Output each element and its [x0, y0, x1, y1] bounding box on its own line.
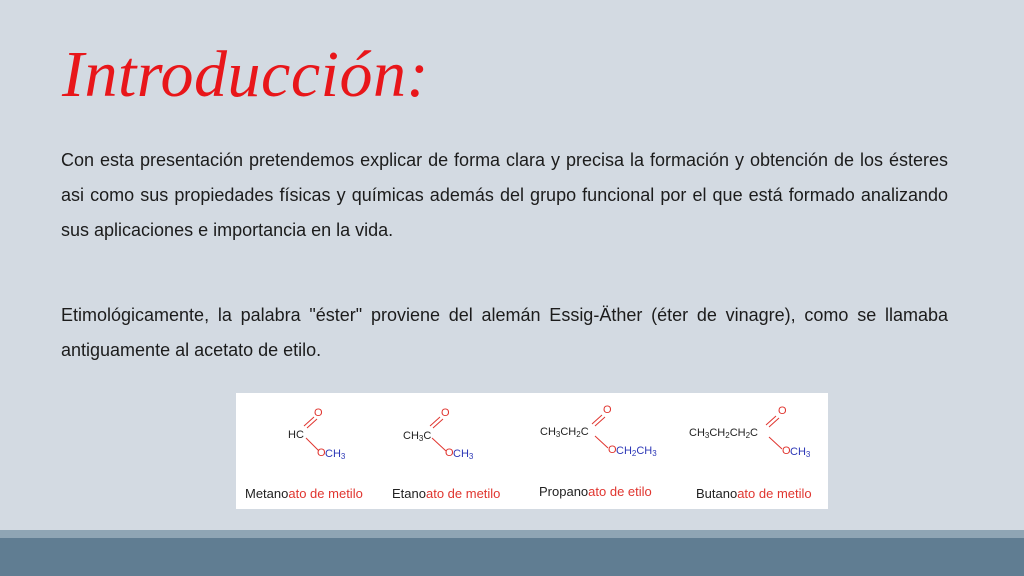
alkyl-group: $CH_3$: [790, 446, 811, 459]
ester-structure-methyl-ethanoate: [384, 393, 524, 509]
ester-oxygen: O: [445, 447, 454, 459]
ester-oxygen: O: [608, 444, 617, 456]
ester-name: Metanoato de metilo: [245, 486, 363, 501]
ester-name: Etanoato de metilo: [392, 486, 501, 501]
footer-band-light: [0, 530, 1024, 538]
carbonyl-oxygen: O: [778, 405, 787, 417]
acyl-chain: HC: [288, 429, 304, 441]
ester-structure-methyl-methanoate: [236, 393, 376, 509]
ester-oxygen: O: [782, 445, 791, 457]
etymology-paragraph: Etimológicamente, la palabra "éster" proviene del alemán Essig-Äther (éter de vinagre), como se llamaba antiguamente al acetato de etilo.: [61, 305, 948, 360]
ester-structure-ethyl-propanoate: [532, 393, 682, 509]
ester-name: Propanoato de etilo: [539, 484, 652, 499]
acyl-chain: $CH_3CH_2CH_2C$: [689, 427, 758, 440]
ester-structures-figure: [236, 393, 828, 509]
ester-name: Butanoato de metilo: [696, 486, 812, 501]
ester-oxygen: O: [317, 447, 326, 459]
footer-band-dark: [0, 538, 1024, 576]
alkyl-group: $CH_3$: [325, 448, 346, 461]
alkyl-group: $CH_3$: [453, 448, 474, 461]
alkyl-group: $CH_2CH_3$: [616, 445, 657, 458]
ester-structure-methyl-butanoate: [686, 393, 828, 509]
carbonyl-oxygen: O: [314, 407, 323, 419]
slide-title: Introducción:: [62, 38, 429, 111]
carbonyl-oxygen: O: [603, 404, 612, 416]
bond-lines: [236, 393, 376, 483]
intro-paragraph: Con esta presentación pretendemos explicar de forma clara y precisa la formación y obtención de los ésteres asi como sus propiedades físicas y químicas además del grupo funcional por el que está formado analizando sus aplicaciones e importancia en la vida.: [61, 150, 948, 240]
acyl-chain: $CH_3C$: [403, 430, 432, 443]
carbonyl-oxygen: O: [441, 407, 450, 419]
acyl-chain: $CH_3CH_2C$: [540, 426, 589, 439]
